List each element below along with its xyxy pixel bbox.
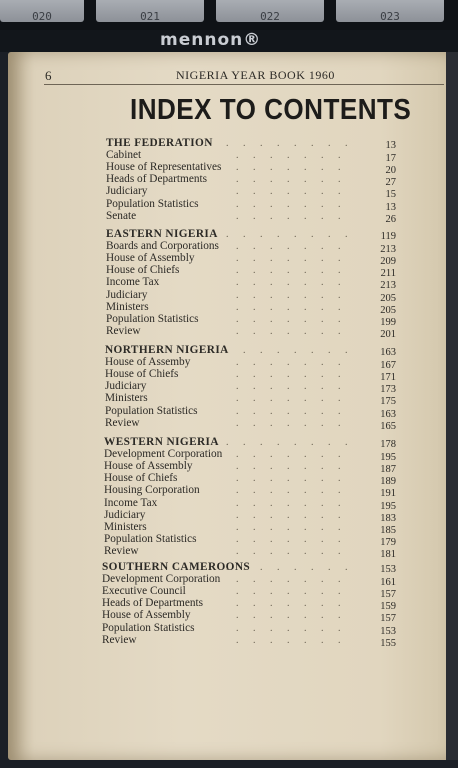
toc-entry: House of Assemby [105,356,191,369]
page-ref: 185 [380,524,396,536]
film-strip [0,0,458,30]
page-ref: 20 [385,165,396,177]
leader-dots: . . . . . . . [236,265,347,277]
leader-dots: . . . . . . . [236,393,347,405]
page-ref: 201 [380,328,396,340]
toc-entry: Ministers [104,520,147,533]
toc-entry: Review [102,633,137,646]
toc-entry: Review [105,416,140,429]
toc-entry: Population Statistics [102,621,195,634]
leader-dots: . . . . . . . [236,381,347,393]
leader-dots: . . . . . . . . [226,138,354,149]
toc-entry: Development Corporation [102,573,221,586]
toc-entry: Judiciary [104,508,146,521]
page-ref: 13 [385,201,396,213]
page-ref: 119 [380,231,396,242]
page-ref: 157 [380,589,396,601]
toc-entry: Development Corporation [104,448,223,461]
film-frame-label: 020 [0,0,84,22]
page-ref: 187 [380,464,396,476]
toc-entry: Population Statistics [105,404,198,417]
leader-dots: . . . . . . . [236,174,347,186]
page-ref: 171 [380,372,396,384]
page-ref: 155 [380,637,396,649]
leader-dots: . . . . . . . [236,405,347,417]
toc-entry: Review [106,324,141,337]
leader-dots: . . . . . . . [236,301,347,313]
toc-entry: Ministers [105,392,148,405]
page-ref: 183 [380,512,396,524]
leader-dots: . . . . . . . [236,509,347,521]
toc-entry: Housing Corporation [104,484,200,497]
toc-entry: Judiciary [106,185,148,198]
page-ref: 161 [380,577,396,589]
page-ref: 165 [380,420,396,432]
page-title: INDEX TO CONTENTS [130,94,412,126]
toc-entry: Review [104,544,139,557]
page-number: 6 [45,68,52,83]
leader-dots: . . . . . . . . [226,437,354,448]
toc-entry: House of Chiefs [106,264,180,277]
leader-dots: . . . . . . . [236,485,347,497]
page-ref: 17 [385,153,396,165]
leader-dots: . . . . . . . [236,241,347,253]
section-heading: NORTHERN NIGERIA [105,344,229,356]
toc-entry: House of Assembly [106,252,195,265]
section-heading: SOUTHERN CAMEROONS [102,561,251,573]
leader-dots: . . . . . . . [236,162,347,174]
leader-dots: . . . . . . . [236,610,347,622]
toc-entry: House of Representatives [106,161,222,174]
page-ref: 153 [380,625,396,637]
leader-dots: . . . . . . . [236,461,347,473]
page-ref: 205 [380,292,396,304]
page-ref: 179 [380,536,396,548]
page-ref: 26 [385,213,396,225]
leader-dots: . . . . . . . [236,622,347,634]
page-ref: 175 [380,396,396,408]
film-frame-label: 022 [216,0,324,22]
page-ref: 195 [380,500,396,512]
leader-dots: . . . . . . . [236,186,347,198]
leader-dots: . . . . . . . [236,277,347,289]
page-edge [446,52,458,760]
toc-entry: Population Statistics [106,312,199,325]
leader-dots: . . . . . . . [236,150,347,162]
leader-dots: . . . . . . . [236,357,347,369]
toc-entry: Population Statistics [104,532,197,545]
page-ref: 213 [380,280,396,292]
leader-dots: . . . . . . . [236,497,347,509]
leader-dots: . . . . . . . [236,210,347,222]
header-rule [44,84,444,85]
page-ref: 189 [380,476,396,488]
page-ref: 205 [380,304,396,316]
toc-entry: Income Tax [104,496,158,509]
page-ref: 199 [380,316,396,328]
toc-entry: Heads of Departments [102,597,204,610]
leader-dots: . . . . . . . [236,545,347,557]
leader-dots: . . . . . . . [236,313,347,325]
leader-dots: . . . . . . . [236,634,347,646]
leader-dots: . . . . . . . [236,198,347,210]
section-heading: EASTERN NIGERIA [106,228,218,240]
leader-dots: . . . . . . . [236,598,347,610]
toc-entry: Income Tax [106,276,160,289]
toc-entry: Judiciary [105,380,147,393]
leader-dots: . . . . . . . [236,521,347,533]
page-ref: 157 [380,613,396,625]
leader-dots: . . . . . . . [236,586,347,598]
leader-dots: . . . . . . . [236,449,347,461]
page-ref: 178 [380,439,396,450]
toc-entry: Judiciary [106,288,148,301]
leader-dots: . . . . . . . [236,574,347,586]
leader-dots: . . . . . . . . [226,562,354,573]
page-ref: 209 [380,256,396,268]
toc-entry: House of Chiefs [105,368,179,381]
leader-dots: . . . . . . . . [226,229,354,240]
page-ref: 195 [380,452,396,464]
leader-dots: . . . . . . . [236,369,347,381]
toc-entry: Cabinet [106,149,142,162]
page-ref: 191 [380,488,396,500]
page-ref: 211 [380,268,396,280]
toc-entry: Executive Council [102,585,186,598]
toc-entry: House of Assembly [102,609,191,622]
page-ref: 213 [380,244,396,256]
toc-entry: Senate [106,209,137,222]
running-head: NIGERIA YEAR BOOK 1960 [176,68,335,82]
leader-dots: . . . . . . . [236,289,347,301]
page-ref: 15 [385,189,396,201]
leader-dots: . . . . . . . [236,533,347,545]
leader-dots: . . . . . . . [236,325,347,337]
toc-entry: House of Assembly [104,460,193,473]
page-ref: 181 [380,548,396,560]
page-ref: 153 [380,564,396,575]
brand-logo: mennon® [160,30,262,50]
section-heading: THE FEDERATION [106,137,213,149]
page-ref: 163 [380,347,396,358]
bottom-bar [0,760,458,768]
leader-dots: . . . . . . . [236,253,347,265]
leader-dots: . . . . . . . [236,417,347,429]
leader-dots: . . . . . . . . [226,345,354,356]
toc-entry: House of Chiefs [104,472,178,485]
page-ref: 173 [380,384,396,396]
toc-entry: Heads of Departments [106,173,208,186]
toc-entry: Population Statistics [106,197,199,210]
film-frame-label: 021 [96,0,204,22]
page-ref: 27 [385,177,396,189]
section-heading: WESTERN NIGERIA [104,436,219,448]
toc-entry: Boards and Corporations [106,240,219,253]
page-ref: 159 [380,601,396,613]
page-ref: 163 [380,408,396,420]
leader-dots: . . . . . . . [236,473,347,485]
page-ref: 167 [380,360,396,372]
film-frame-label: 023 [336,0,444,22]
page-ref: 13 [385,140,396,151]
toc-entry: Ministers [106,300,149,313]
